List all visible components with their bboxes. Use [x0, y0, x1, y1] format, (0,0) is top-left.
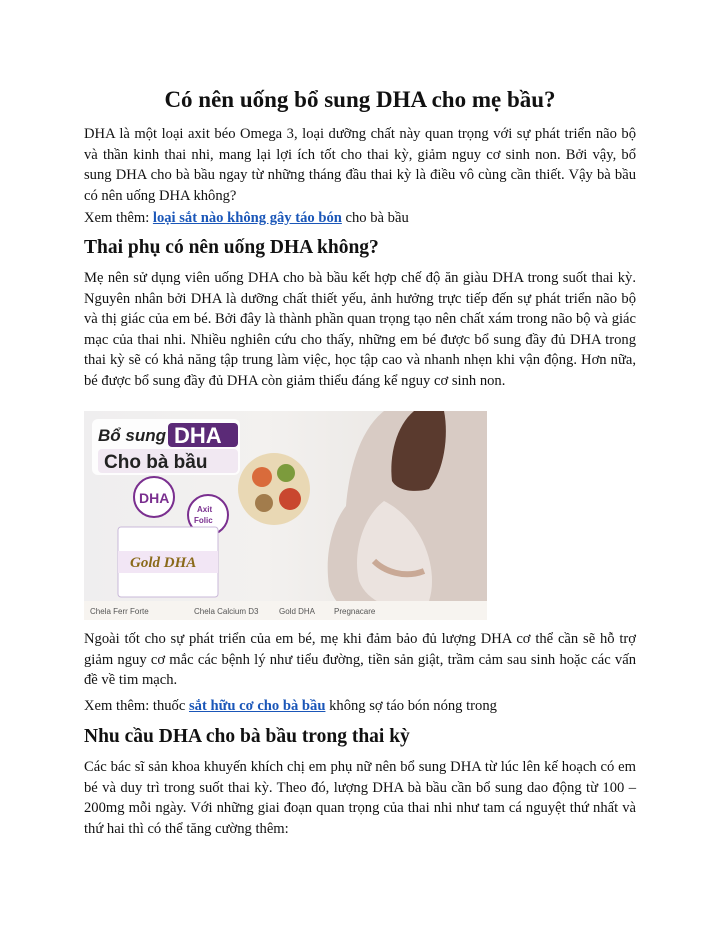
svg-text:DHA: DHA [139, 490, 170, 506]
product-4: Pregnacare [334, 607, 376, 616]
product-1: Chela Ferr Forte [90, 607, 149, 616]
paragraph-1: Mẹ nên sử dụng viên uống DHA cho bà bầu kết hợp chế độ ăn giàu DHA trong suốt thai kỳ. Nguyên nhân bởi DHA là dưỡng chất thiết yếu, ảnh hưởng trực tiếp đến sự phát triển não bộ và thị giác của em bé. Bởi đây là thành phần quan trọng tạo nên chất xám trong não bộ và giác mạc của thai nhi. Nhiều nghiên cứu cho thấy, những em bé được bổ sung đầy đủ DHA trong thai kỳ sẽ có khả năng tập trung làm việc, học tập cao và nhanh nhẹn khi vận động. Hơn nữa, bé được bổ sung đầy đủ DHA còn giảm thiểu đáng kể nguy cơ sinh non. [84, 270, 636, 389]
see-more-1-suffix: cho bà bầu [341, 210, 409, 226]
intro-paragraph: DHA là một loại axit béo Omega 3, loại dưỡng chất này quan trọng với sự phát triển não bộ và thần kinh thai nhi, mang lại lợi ích tốt cho thai kỳ, giảm nguy cơ sinh non. Bởi vậy, bổ sung DHA cho bà bầu ngay từ những tháng đầu thai kỳ là điều vô cùng cần thiết. Vậy bà bầu có nên uống DHA không? [84, 126, 636, 204]
see-more-1-link[interactable]: loại sắt nào không gây táo bón [152, 210, 342, 226]
page-title: Có nên uống bổ sung DHA cho mẹ bầu? [164, 87, 556, 112]
see-more-2-prefix: Xem thêm: thuốc [84, 698, 189, 714]
banner-line2: Cho bà bầu [104, 452, 208, 473]
svg-text:Gold DHA: Gold DHA [130, 555, 197, 571]
heading-2: Nhu cầu DHA cho bà bầu trong thai kỳ [84, 726, 410, 747]
see-more-2-suffix: không sợ táo bón nóng trong [325, 698, 497, 714]
see-more-1-prefix: Xem thêm: [84, 210, 153, 226]
food-plate [238, 453, 310, 525]
paragraph-2: Ngoài tốt cho sự phát triển của em bé, mẹ khi đảm bảo đủ lượng DHA cơ thể cần sẽ hỗ trợ giảm nguy cơ mắc các bệnh lý như tiểu đường, tiền sản giật, trầm cảm sau sinh hoặc các vấn đề về tim mạch. [84, 631, 636, 689]
see-more-2 [84, 696, 636, 717]
see-more-2-link[interactable]: sắt hữu cơ cho bà bầu [188, 698, 326, 714]
product-2: Chela Calcium D3 [194, 607, 259, 616]
paragraph-3: Các bác sĩ sản khoa khuyến khích chị em phụ nữ nên bổ sung DHA từ lúc lên kế hoạch có em bé và duy trì trong suốt thai kỳ. Theo đó, lượng DHA bà bầu cần bổ sung dao động từ 100 – 200mg mỗi ngày. Với những giai đoạn quan trọng của thai nhi như tam cá nguyệt thứ nhất và thứ hai thì có thể tăng cường thêm: [84, 759, 636, 837]
banner-line1: Bổ sung [98, 426, 166, 445]
dha-pregnancy-image [84, 411, 487, 620]
see-more-1 [84, 208, 636, 229]
product-3: Gold DHA [279, 607, 316, 616]
svg-text:Axit: Axit [197, 505, 213, 514]
heading-1: Thai phụ có nên uống DHA không? [84, 237, 379, 258]
banner-dha: DHA [174, 423, 222, 448]
svg-text:Folic: Folic [194, 516, 213, 525]
